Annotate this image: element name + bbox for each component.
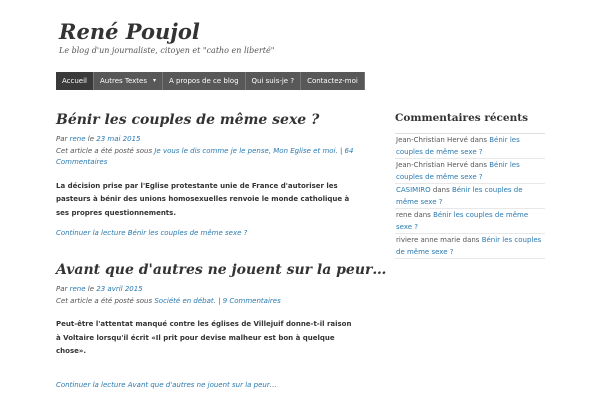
meta-by: Par (56, 285, 70, 293)
post-title[interactable]: Bénir les couples de même sexe ? (56, 112, 320, 128)
nav-item-label: Accueil (62, 77, 87, 85)
post-comments-link[interactable]: 9 Commentaires (222, 296, 281, 305)
recent-comment-item (395, 159, 545, 184)
meta-posted: Cet article a été posté sous (56, 296, 155, 305)
post-categories-link[interactable]: Société en débat. (154, 296, 216, 305)
comment-author: riviere anne marie (396, 236, 461, 244)
recent-comment-item (395, 209, 545, 234)
comment-post-link[interactable]: Bénir les couples de même sexe ? (396, 236, 542, 256)
meta-by: Par (56, 135, 70, 143)
post-date-link[interactable]: 23 mai 2015 (96, 135, 141, 143)
comment-post-link[interactable]: Bénir les couples de même sexe ? (396, 161, 520, 181)
nav-item-label: Autres Textes (100, 77, 147, 85)
chevron-down-icon: ▾ (152, 77, 156, 84)
read-more-link[interactable]: Continuer la lecture Avant que d'autres ne jouent sur la peur… (56, 380, 277, 389)
post-author-link[interactable]: rene (69, 135, 86, 143)
post-excerpt: Peut-être l'attentat manqué contre les églises de Villejuif donne-t-il raison à Voltaire lorsqu'il écrit «Il prit pour devise malheur est bon à quelque chose». (56, 320, 352, 355)
post-excerpt: La décision prise par l'Eglise protestante unie de France d'autoriser les pasteurs à bénir des unions homosexuelles renvoie le monde catholique à ses propres questionnements. (56, 181, 350, 217)
recent-comments-list (395, 134, 545, 259)
nav-item-label: Contactez-moi (307, 77, 358, 85)
comment-dans: dans (467, 161, 490, 169)
post-title[interactable]: Avant que d'autres ne jouent sur la peur… (56, 262, 387, 278)
comment-dans: dans (467, 136, 490, 144)
sidebar (395, 112, 545, 259)
post-1 (56, 112, 356, 239)
meta-on: le (85, 135, 97, 143)
nav-item-label: Qui suis-je ? (251, 77, 295, 85)
comment-author[interactable]: CASIMIRO (396, 186, 431, 194)
comment-author: Jean-Christian Hervé (396, 161, 468, 169)
nav-item-label: A propos de ce blog (169, 77, 239, 85)
nav-item-accueil[interactable] (56, 72, 94, 90)
nav-item-autres-textes[interactable] (94, 72, 163, 90)
comment-post-link[interactable]: Bénir les couples de même sexe ? (396, 211, 529, 231)
comment-author: Jean-Christian Hervé (396, 136, 468, 144)
main-nav (56, 72, 365, 90)
comment-dans: dans (411, 211, 434, 219)
comment-dans: dans (430, 186, 452, 194)
recent-comment-item (395, 134, 545, 159)
site-title[interactable]: René Poujol (59, 19, 200, 44)
read-more-link[interactable]: Continuer la lecture Bénir les couples de même sexe ? (56, 229, 248, 237)
meta-separator: | (215, 296, 223, 305)
recent-comments-title: Commentaires récents (395, 112, 528, 124)
site-header (59, 20, 274, 55)
comment-post-link[interactable]: Bénir les couples de même sexe ? (396, 136, 520, 156)
recent-comment-item (395, 184, 545, 209)
post-categories-link[interactable]: Je vous le dis comme je le pense, Mon Eglise et moi. (154, 146, 338, 155)
nav-item-a-propos[interactable] (163, 72, 246, 90)
post-meta (56, 284, 356, 307)
site-description: Le blog d'un journaliste, citoyen et "catho en liberté" (59, 46, 275, 55)
post-author-link[interactable]: rene (69, 285, 86, 293)
comment-author: rene (396, 211, 412, 219)
post-comments-link[interactable]: 64 Commentaires (56, 146, 354, 166)
comment-dans: dans (460, 236, 482, 244)
comment-post-link[interactable]: Bénir les couples de même sexe ? (396, 186, 523, 206)
meta-separator: | (337, 146, 345, 155)
post-date-link[interactable]: 23 avril 2015 (96, 285, 143, 293)
post-2 (56, 262, 387, 391)
nav-item-contact[interactable] (301, 72, 365, 90)
meta-on: le (85, 285, 97, 293)
recent-comment-item (395, 234, 545, 259)
post-meta (56, 134, 356, 169)
nav-item-qui-suis-je[interactable] (246, 72, 302, 90)
meta-posted: Cet article a été posté sous (56, 146, 155, 155)
